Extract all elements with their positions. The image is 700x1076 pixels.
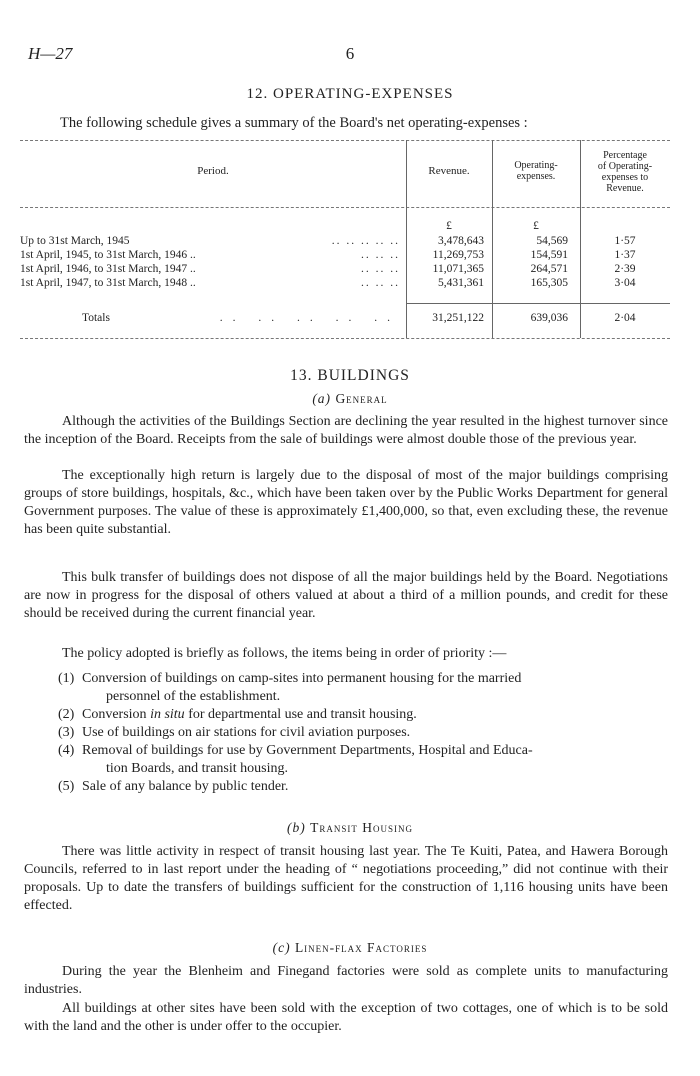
row-period: 1st April, 1947, to 31st March, 1948 .. [20, 277, 196, 289]
list-text: Sale of any balance by public tender. [82, 779, 289, 794]
subheading-transit-housing [0, 820, 700, 836]
row-dots: .. .. .. [361, 263, 400, 275]
totals-pct: 2·04 [614, 312, 636, 324]
row-opex: 165,305 [530, 277, 568, 289]
totals-revenue: 31,251,122 [432, 312, 484, 324]
header-percentage [580, 150, 670, 194]
row-pct: 3·04 [614, 277, 636, 289]
subheading-linen-flax [0, 940, 700, 956]
row-opex: 54,569 [536, 235, 568, 247]
paragraph: Although the activities of the Buildings Section are declining the year resulted in the highest turnover since the inception of the Board. Receipts from the sale of buildings were almost double those of the previous year. [24, 414, 668, 447]
paragraph: The policy adopted is briefly as follows, the items being in order of priority :— [62, 646, 507, 661]
subheading-letter: (b) [287, 820, 306, 835]
list-number: (1) [58, 671, 75, 686]
row-period: 1st April, 1945, to 31st March, 1946 .. [20, 249, 196, 261]
totals-dots: .. .. .. .. .. [219, 312, 400, 324]
subheading-general [0, 391, 700, 407]
paragraph: During the year the Blenheim and Finegand factories were sold as complete units to manufacturing industries. [24, 964, 668, 997]
subheading-title: Transit Housing [310, 820, 413, 835]
table-top-rule [20, 140, 670, 141]
list-item [58, 724, 668, 742]
header-pct-line: Revenue. [606, 183, 644, 194]
paragraph: This bulk transfer of buildings does not dispose of all the major buildings held by the Board. Negotiations are now in progress for the disposal of others valued at about a third of a million pounds, and credit for these should be received during the current financial year. [24, 570, 668, 621]
row-revenue: 5,431,361 [438, 277, 484, 289]
subheading-letter: (c) [272, 940, 291, 955]
row-period: 1st April, 1946, to 31st March, 1947 .. [20, 263, 196, 275]
list-text: Conversion [82, 707, 151, 722]
row-revenue: 3,478,643 [438, 235, 484, 247]
list-number: (3) [58, 725, 75, 740]
row-dots: .. .. .. [361, 277, 400, 289]
row-dots: .. .. .. .. .. [331, 235, 400, 247]
subheading-title: Linen-flax Factories [294, 940, 428, 955]
header-opex-line: expenses. [516, 171, 556, 182]
totals-label: Totals [82, 312, 110, 324]
list-number: (2) [58, 707, 75, 722]
totals-rule [406, 303, 670, 304]
currency-opex: £ [533, 220, 539, 232]
row-opex: 264,571 [530, 263, 568, 275]
row-opex: 154,591 [530, 249, 568, 261]
table-header-rule [20, 207, 670, 208]
row-revenue: 11,071,365 [432, 263, 484, 275]
row-pct: 1·37 [614, 249, 636, 261]
list-item-continuation: personnel of the establishment. [106, 689, 281, 704]
row-pct: 2·39 [614, 263, 636, 275]
page-header [28, 44, 672, 66]
section-13-heading: 13. BUILDINGS [290, 367, 410, 384]
header-revenue: Revenue. [428, 165, 470, 177]
list-text: Removal of buildings for use by Government Departments, Hospital and Educa- [82, 743, 533, 758]
list-item [58, 670, 668, 688]
header-operating-expenses [492, 160, 580, 182]
document-code: H—27 [28, 44, 73, 63]
header-pct-line: expenses to [601, 172, 649, 183]
list-text: for departmental use and transit housing. [184, 707, 417, 722]
paragraph: All buildings at other sites have been sold with the exception of two cottages, one of which is to be sold with the land and the other is under offer to the occupier. [24, 1001, 668, 1034]
page-number: 6 [345, 44, 355, 63]
paragraph: The exceptionally high return is largely due to the disposal of most of the major buildings comprising groups of store buildings, hospitals, &c., which have been taken over by the Public Works Department for general Government purposes. The value of these is approximately £1,400,000, so that, even excluding these, the revenue has been quite substantial. [24, 468, 668, 537]
section-12-heading: 12. OPERATING-EXPENSES [246, 86, 454, 102]
row-dots: .. .. .. [361, 249, 400, 261]
list-item [58, 778, 668, 796]
subheading-letter: (a) [312, 391, 332, 406]
row-pct: 1·57 [614, 235, 636, 247]
list-text: Conversion of buildings on camp-sites into permanent housing for the married [82, 671, 522, 686]
header-period: Period. [197, 165, 229, 177]
list-text: Use of buildings on air stations for civil aviation purposes. [82, 725, 411, 740]
table-bottom-rule [20, 338, 670, 339]
totals-opex: 639,036 [530, 312, 568, 324]
section-12-intro: The following schedule gives a summary of the Board's net operating-expenses : [60, 115, 528, 131]
paragraph: There was little activity in respect of transit housing last year. The Te Kuiti, Patea, and Hawera Borough Councils, referred to in last report under the heading of “ negotiations proceeding,” did not continue with their proposals. Up to date the transfers of buildings sufficient for the construction of 1,116 housing units have been effected. [24, 844, 668, 913]
list-item [58, 742, 668, 760]
currency-revenue: £ [446, 220, 452, 232]
list-item [58, 706, 668, 724]
list-number: (5) [58, 779, 75, 794]
header-opex-line: Operating- [514, 160, 558, 171]
subheading-title: General [335, 391, 388, 406]
row-period: Up to 31st March, 1945 [20, 235, 130, 247]
header-pct-line: Percentage [603, 150, 647, 161]
row-revenue: 11,269,753 [432, 249, 484, 261]
list-text-italic: in situ [150, 707, 185, 722]
list-item-continuation: tion Boards, and transit housing. [106, 761, 288, 776]
list-number: (4) [58, 743, 75, 758]
header-pct-line: of Operating- [597, 161, 653, 172]
